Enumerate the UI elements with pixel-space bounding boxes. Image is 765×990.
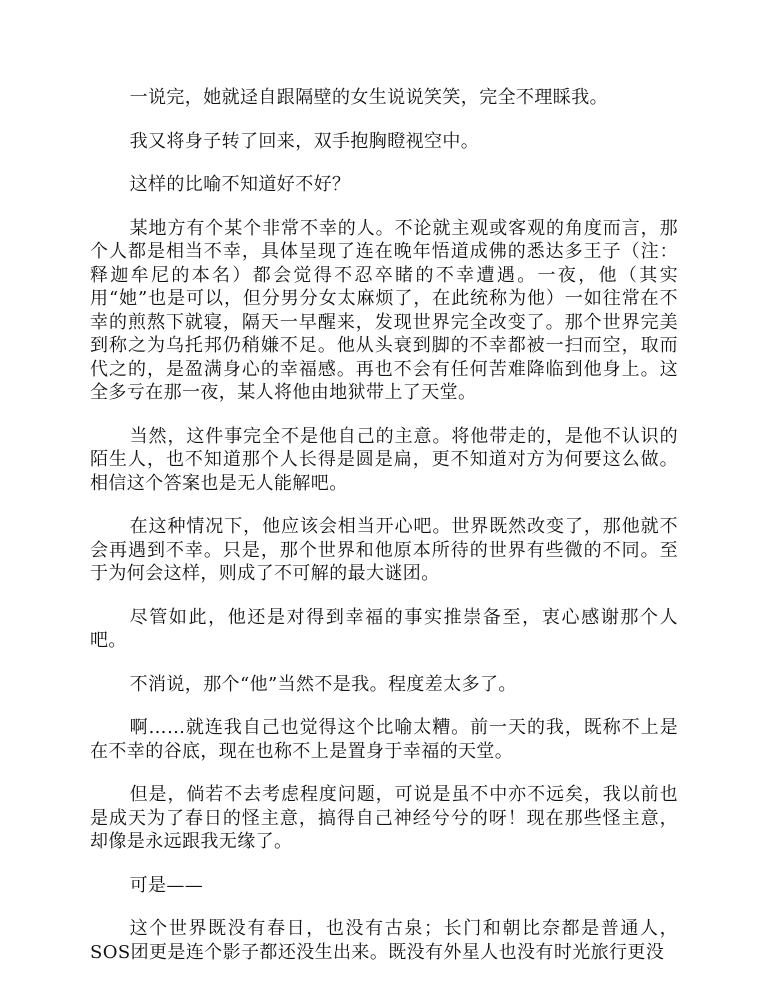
- paragraph-2: 我又将身子转了回来，双手抱胸瞪视空中。: [129, 130, 480, 152]
- paragraph-12: 这个世界既没有春日，也没有古泉；长门和朝比奈都是普通人，SOS团更是连个影子都还没生出来。既没有外星人也没有时光旅行更没: [90, 918, 678, 963]
- paragraph-5: 当然，这件事完全不是他自己的主意。将他带走的，是他不认识的陌生人，也不知道那个人长得是圆是扁，更不知道对方为何要这么做。相信这个答案也是无人能解吧。: [90, 425, 678, 494]
- paragraph-7: 尽管如此，他还是对得到幸福的事实推崇备至，衷心感谢那个人吧。: [90, 606, 678, 651]
- paragraph-6: 在这种情况下，他应该会相当开心吧。世界既然改变了，那他就不会再遇到不幸。只是，那个世界和他原本所待的世界有些微的不同。至于为何会这样，则成了不可解的最大谜团。: [90, 516, 678, 584]
- paragraph-3: 这样的比喻不知道好不好？: [129, 174, 351, 195]
- paragraph-11: 可是——: [129, 874, 204, 896]
- paragraph-10: 但是，倘若不去考虑程度问题，可说是虽不中亦不远矣，我以前也是成天为了春日的怪主意，搞得自己神经兮兮的呀！现在那些怪主意，却像是永远跟我无缘了。: [90, 784, 678, 852]
- paragraph-9: 啊……就连我自己也觉得这个比喻太糟。前一天的我，既称不上是在不幸的谷底，现在也称不上是置身于幸福的天堂。: [90, 717, 678, 762]
- body-text: [90, 86, 678, 964]
- paragraph-1: 一说完，她就迳自跟隔壁的女生说说笑笑，完全不理睬我。: [129, 87, 608, 108]
- paragraph-8: 不消说，那个“他”当然不是我。程度差太多了。: [129, 673, 517, 695]
- paragraph-4: 某地方有个某个非常不幸的人。不论就主观或客观的角度而言，那个人都是相当不幸，具体呈现了连在晚年悟道成佛的悉达多王子（注：释迦牟尼的本名）都会觉得不忍卒睹的不幸遭遇。一夜，他（其实用“她”也是可以，但分男分女太麻烦了，在此统称为他）一如往常在不幸的煎熬下就寝，隔天一早醒来，发现世界完全改变了。那个世界完美到称之为乌托邦仍稍嫌不足。他从头衰到脚的不幸都被一扫而空，取而代之的，是盈满身心的幸福感。再也不会有任何苦难降临到他身上。这全多亏在那一夜，某人将他由地狱带上了天堂。: [90, 217, 678, 403]
